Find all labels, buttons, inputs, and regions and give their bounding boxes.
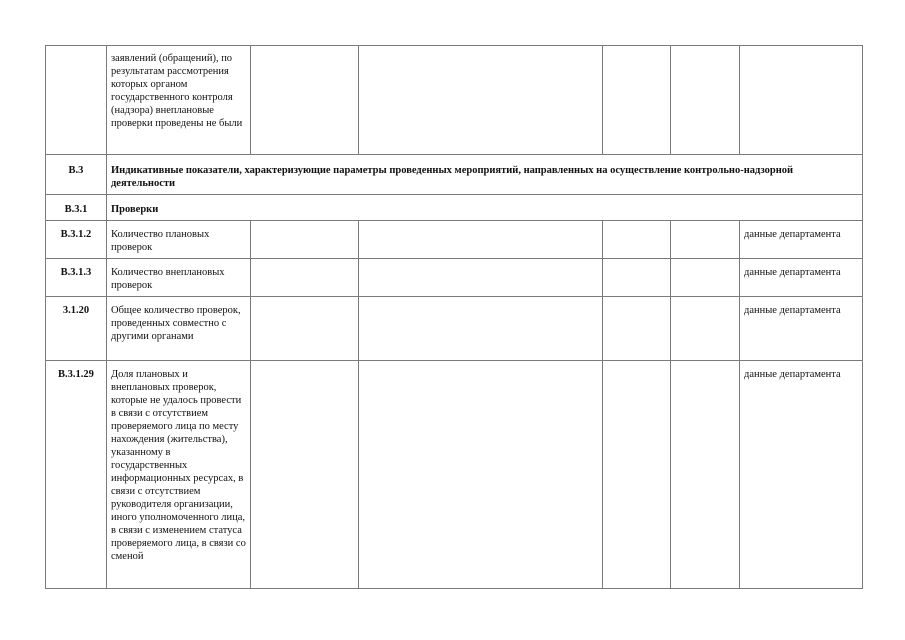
row-code: В.3.1.3 — [46, 259, 107, 297]
section-header-row — [46, 155, 863, 195]
empty-cell — [671, 46, 740, 155]
row-source-note: данные департамента — [740, 297, 863, 361]
row-indicator-text: Количество внеплановых проверок — [107, 259, 251, 297]
empty-cell — [251, 46, 359, 155]
row-source-note: данные департамента — [740, 221, 863, 259]
subsection-header-row — [46, 195, 863, 221]
empty-cell — [359, 361, 603, 589]
row-source-note: данные департамента — [740, 361, 863, 589]
row-code — [46, 46, 107, 155]
table-row — [46, 361, 863, 589]
table-row — [46, 46, 863, 155]
table-row — [46, 259, 863, 297]
empty-cell — [251, 297, 359, 361]
empty-cell — [251, 259, 359, 297]
empty-cell — [603, 46, 671, 155]
empty-cell — [251, 361, 359, 589]
empty-cell — [603, 221, 671, 259]
subsection-title: Проверки — [107, 195, 863, 221]
empty-cell — [251, 221, 359, 259]
row-indicator-text: Общее количество проверок, проведенных совместно с другими органами — [107, 297, 251, 361]
empty-cell — [359, 221, 603, 259]
subsection-code: В.3.1 — [46, 195, 107, 221]
row-indicator-text: заявлений (обращений), по результатам рассмотрения которых органом государственного контроля (надзора) внеплановые проверки проведены не были — [107, 46, 251, 155]
row-indicator-text: Доля плановых и внеплановых проверок, которые не удалось провести в связи с отсутствием проверяемого лица по месту нахождения (жительства), указанному в государственных информационных ресурсах, в связи с отсутствием руководителя организации, иного уполномоченного лица, в связи с изменением статуса проверяемого лица, в связи со сменой — [107, 361, 251, 589]
table-row — [46, 221, 863, 259]
row-indicator-text: Количество плановых проверок — [107, 221, 251, 259]
section-title: Индикативные показатели, характеризующие параметры проведенных мероприятий, направленных на осуществление контрольно-надзорной деятельности — [107, 155, 863, 195]
indicators-table — [45, 45, 863, 589]
row-code: В.3.1.29 — [46, 361, 107, 589]
empty-cell — [603, 361, 671, 589]
empty-cell — [603, 297, 671, 361]
empty-cell — [359, 297, 603, 361]
table-row — [46, 297, 863, 361]
row-source-note — [740, 46, 863, 155]
row-source-note: данные департамента — [740, 259, 863, 297]
section-code: В.3 — [46, 155, 107, 195]
empty-cell — [671, 361, 740, 589]
row-code: В.3.1.2 — [46, 221, 107, 259]
empty-cell — [603, 259, 671, 297]
empty-cell — [671, 221, 740, 259]
empty-cell — [671, 259, 740, 297]
row-code: 3.1.20 — [46, 297, 107, 361]
empty-cell — [359, 259, 603, 297]
empty-cell — [359, 46, 603, 155]
empty-cell — [671, 297, 740, 361]
